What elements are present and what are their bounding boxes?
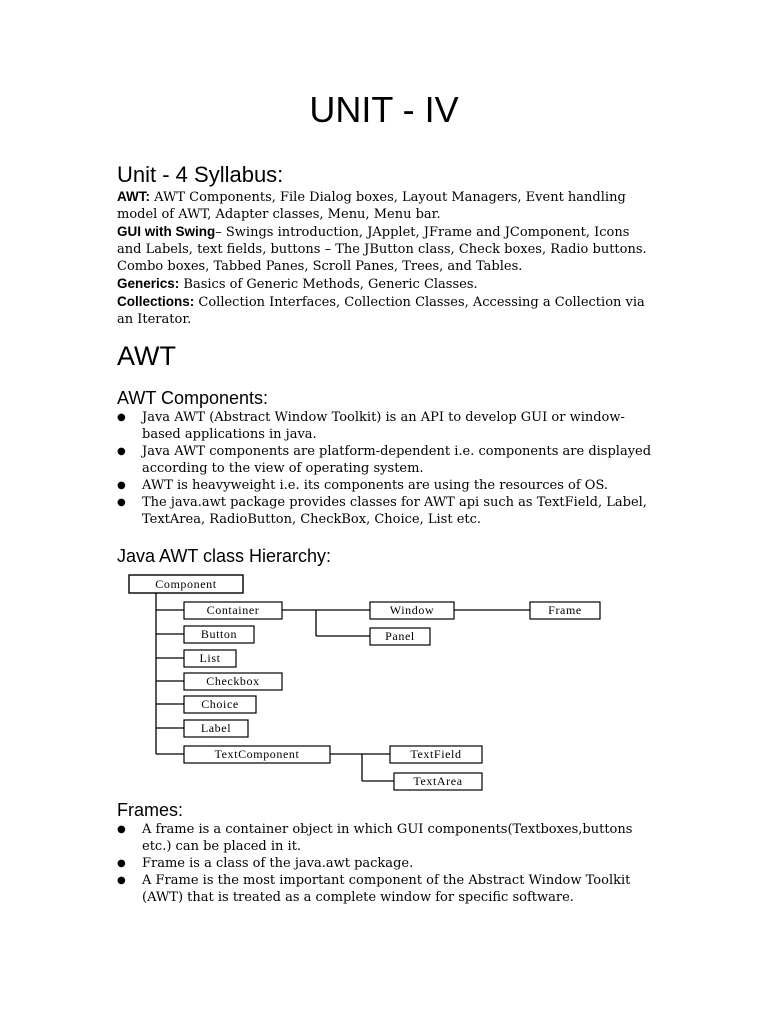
- awt-components-heading: AWT Components:: [117, 388, 269, 408]
- awt-heading: AWT: [117, 341, 176, 371]
- syllabus-awt-label: AWT:: [117, 189, 150, 204]
- syllabus-collections-label: Collections:: [117, 294, 195, 309]
- list-item: ● Java AWT components are platform-dependent i.e. components are displayed according to the view of operating system.: [117, 443, 657, 477]
- syllabus-generics-label: Generics:: [117, 276, 180, 291]
- syllabus-swing-label: GUI with Swing: [117, 224, 216, 239]
- page-title: UNIT - IV: [309, 89, 459, 130]
- syllabus-awt: [117, 188, 657, 223]
- list-item: ● Frame is a class of the java.awt package.: [117, 855, 657, 872]
- node-checkbox: Checkbox: [206, 674, 260, 688]
- syllabus-generics-text: Basics of Generic Methods, Generic Classes.: [179, 277, 478, 292]
- frames-heading: Frames:: [117, 800, 184, 820]
- syllabus-body: [117, 188, 657, 328]
- node-frame: Frame: [548, 603, 582, 617]
- node-button: Button: [200, 627, 238, 641]
- syllabus-heading: Unit - 4 Syllabus:: [117, 162, 284, 187]
- syllabus-swing-text: – Swings introduction, JApplet, JFrame and JComponent, Icons and Labels, text fields, buttons – The JButton class, Check boxes, Radio buttons. Combo boxes, Tabbed Panes, Scroll Panes, Trees, and Tables.: [117, 225, 647, 274]
- node-choice: Choice: [201, 697, 239, 711]
- node-label: Label: [200, 721, 232, 735]
- node-container: Container: [206, 603, 260, 617]
- list-item: ● The java.awt package provides classes for AWT api such as TextField, Label, TextArea, RadioButton, CheckBox, Choice, List etc.: [117, 494, 657, 528]
- awt-components-list: [117, 409, 657, 528]
- list-item: ● Java AWT (Abstract Window Toolkit) is an API to develop GUI or window-based applications in java.: [117, 409, 657, 443]
- syllabus-swing: [117, 223, 657, 275]
- node-textcomponent: TextComponent: [214, 747, 300, 761]
- node-panel: Panel: [385, 629, 415, 643]
- list-item: ● A Frame is the most important component of the Abstract Window Toolkit (AWT) that is treated as a complete window for specific software.: [117, 872, 657, 906]
- list-item: ● A frame is a container object in which GUI components(Textboxes,buttons etc.) can be placed in it.: [117, 821, 657, 855]
- hierarchy-heading: Java AWT class Hierarchy:: [117, 546, 332, 566]
- awt-class-hierarchy-diagram: [126, 572, 606, 802]
- frames-list: [117, 821, 657, 906]
- syllabus-awt-text: AWT Components, File Dialog boxes, Layout Managers, Event handling model of AWT, Adapter classes, Menu, Menu bar.: [117, 190, 626, 222]
- node-window: Window: [389, 603, 435, 617]
- syllabus-collections-text: Collection Interfaces, Collection Classes, Accessing a Collection via an Iterator.: [117, 295, 645, 327]
- syllabus-collections: [117, 293, 657, 328]
- node-list: List: [199, 651, 221, 665]
- node-textarea: TextArea: [413, 774, 463, 788]
- node-textfield: TextField: [410, 747, 462, 761]
- node-component: Component: [155, 577, 217, 591]
- list-item: ● AWT is heavyweight i.e. its components are using the resources of OS.: [117, 477, 657, 494]
- syllabus-generics: [117, 275, 657, 293]
